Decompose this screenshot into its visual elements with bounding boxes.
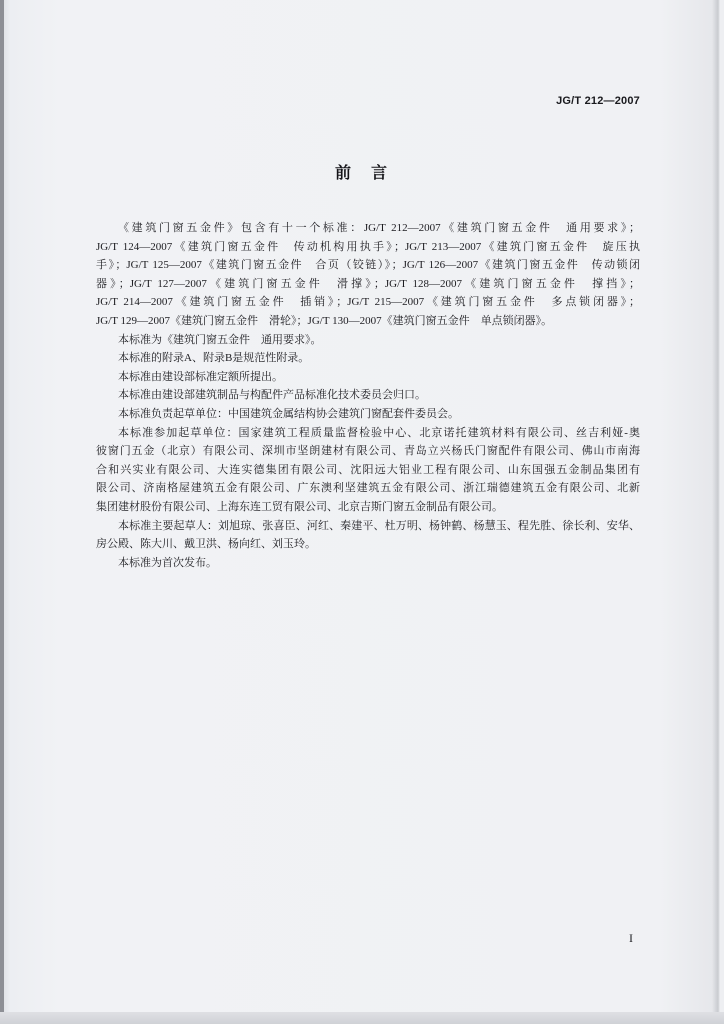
paragraph-main-drafters	[96, 517, 640, 554]
page-title: 前 言	[334, 165, 389, 182]
text-line: JG/T 124—2007《建筑门窗五金件 传动机构用执手》；JG/T 213—2007《建筑门窗五金件 旋压执	[96, 240, 640, 253]
text-line: 本标准参加起草单位：国家建筑工程质量监督检验中心、北京诺托建筑材料有限公司、丝吉利娅-奥	[118, 426, 640, 439]
paragraph-administrator	[96, 386, 640, 405]
text-line: 房公殿、陈大川、戴卫洪、杨向红、刘玉玲。	[96, 538, 316, 551]
text-line: 本标准主要起草人：刘旭琼、张喜臣、河红、秦建平、杜万明、杨钟鹤、杨慧玉、程先胜、徐长利、安华、	[118, 519, 640, 532]
text-line: 限公司、济南格屋建筑五金有限公司、广东澳利坚建筑五金有限公司、浙江瑞德建筑五金有限公司、北新	[96, 482, 640, 495]
standard-number-header: JG/T 212—2007	[556, 95, 640, 107]
page-number: I	[629, 931, 633, 945]
paragraph-standard-series	[96, 219, 640, 331]
foreword-body	[96, 219, 640, 572]
text-line: 彼窗门五金（北京）有限公司、深圳市坚朗建材有限公司、青岛立兴杨氏门窗配件有限公司、佛山市南海	[96, 445, 640, 458]
text-line: 《建筑门窗五金件》包含有十一个标准：JG/T 212—2007《建筑门窗五金件 通用要求》；	[118, 222, 640, 234]
text-line: 手》；JG/T 125—2007《建筑门窗五金件 合页（铰链）》；JG/T 126—2007《建筑门窗五金件 传动锁闭	[96, 259, 640, 272]
paragraph-participating-units	[96, 424, 640, 517]
text-line: JG/T 129—2007《建筑门窗五金件 滑轮》；JG/T 130—2007《建筑门窗五金件 单点锁闭器》。	[96, 314, 553, 327]
paragraph-responsible-drafter	[96, 405, 640, 424]
text-line: JG/T 214—2007《建筑门窗五金件 插销》；JG/T 215—2007《建筑门窗五金件 多点锁闭器》；	[96, 296, 640, 309]
text-line: 本标准负责起草单位：中国建筑金属结构协会建筑门窗配套件委员会。	[118, 407, 459, 420]
paragraph-first-release	[96, 554, 640, 573]
text-line: 本标准由建设部标准定额所提出。	[118, 370, 283, 383]
paragraph-proposer	[96, 368, 640, 387]
paragraph-appendix	[96, 349, 640, 368]
scan-edge-left	[0, 0, 4, 1024]
scan-edge-bottom	[0, 1012, 724, 1024]
text-line: 器》；JG/T 127—2007《建筑门窗五金件 滑撑》；JG/T 128—2007《建筑门窗五金件 撑挡》；	[96, 277, 640, 290]
text-line: 本标准由建设部建筑制品与构配件产品标准化技术委员会归口。	[118, 389, 426, 402]
text-line: 集团建材股份有限公司、上海东连工贸有限公司、北京吉斯门窗五金制品有限公司。	[96, 500, 503, 513]
paragraph-scope	[96, 331, 640, 350]
text-line: 本标准为《建筑门窗五金件 通用要求》。	[118, 333, 322, 346]
text-line: 本标准的附录A、附录B是规范性附录。	[118, 352, 310, 365]
text-line: 合和兴实业有限公司、大连实德集团有限公司、沈阳远大铝业工程有限公司、山东国强五金制品集团有	[96, 463, 640, 476]
text-line: 本标准为首次发布。	[118, 556, 217, 569]
